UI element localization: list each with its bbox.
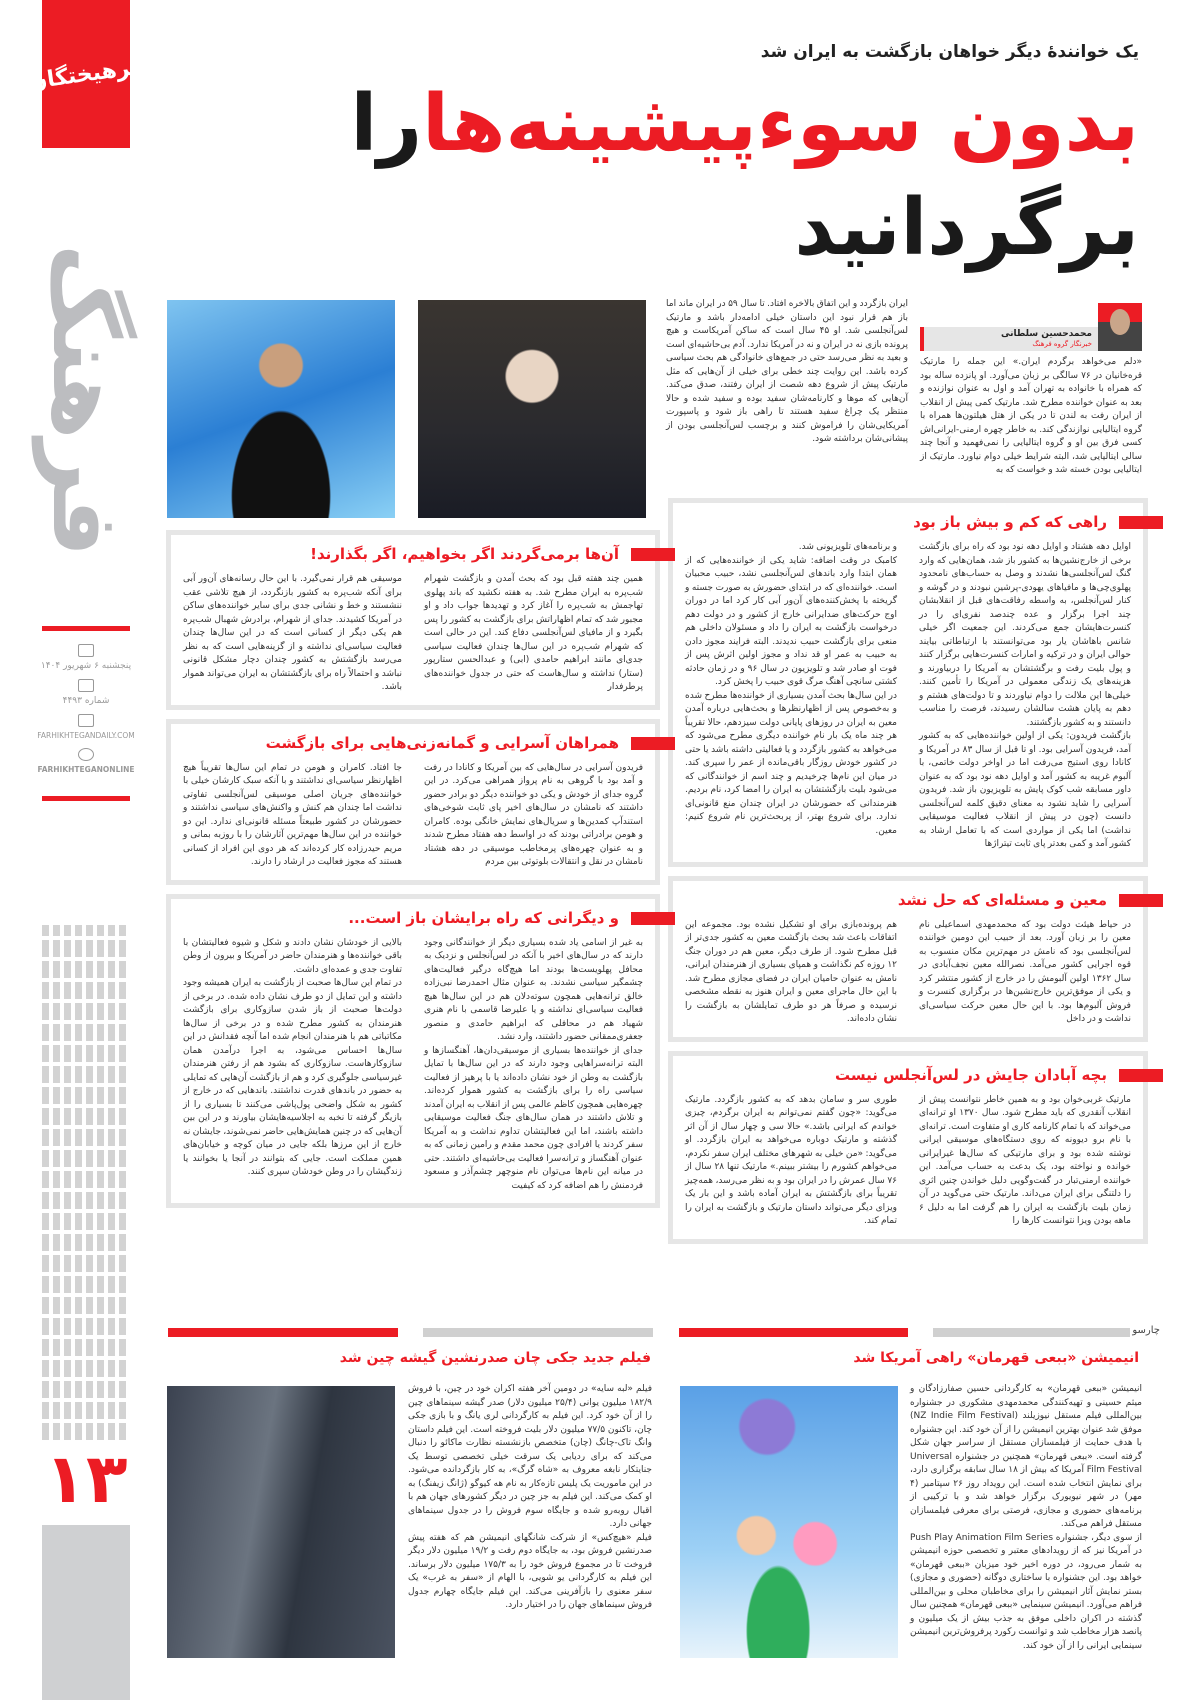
- text-column: بدون سوءپیشینه‌ها: [422, 79, 1139, 169]
- paragraph: در تمام این سال‌ها صحبت از بازگشت به ایران همیشه وجود داشته و این تمایل از دو طرف نشان داده شده. در برخی از دولت‌ها صحبت از باز شدن سازوکاری برای بازگشت هنرمندان به کشور مطرح شده و در برخی از سال‌ها مکاتباتی هم با هنرمندان انجام شده اما آنچه فقدانش در این سال‌ها احساس می‌شود، به اجرا درآمدن همان سازوکارهاست. سازوکاری که بشود هم از رفتن هنرمندان غیرسیاسی جلوگیری کرد و هم از بازگشت آن‌هایی که تمایلی به حضور در باندهای قدرت نداشتند. باندهایی که در خارج از کشور به شکل واضحی پول‌پاشی می‌کنند تا بسیاری را از بازیگر گرفته تا نخبه به اجلاسیه‌هایشان بیاورند و در این بین آن‌هایی که در چنین همایش‌هایی حاضر نمی‌شوند، جایشان نه خارج از این مرزها بلکه جایی در میان کوچه و خیابان‌های همین مملکت است. جایی که بتوانند در آنجا یا بخوانند یا زندگیشان را در وطن خودشان سپری کنند.: [183, 978, 402, 1177]
- section-heading: بچه آبادان جایش در لس‌آنجلس نیست: [835, 1065, 1107, 1084]
- divider: [933, 1328, 1130, 1337]
- paragraph: بالایی از خودشان نشان دادند و شکل و شیوه فعالیتشان با باقی خواننده‌ها و هنرمندان حاضر در آمریکا و بیرون از وطن تفاوت جدی و عمده‌ای داشت.: [183, 937, 402, 975]
- text-column: در حیاط هیئت دولت بود که محمدمهدی اسماعیلی نام معین را بر زبان آورد. بعد از حبیب این دومین خواننده لس‌آنجلسی بود که نامش در مهم‌ترین مکان منسوب به قوه اجرایی کشور می‌آمد. نصرالله معین نجف‌آبادی در سال ۱۳۶۲ اولین آلبومش را در خارج از کشور منتشر کرد و یکی از موفق‌ترین خارج‌نشین‌ها در برگزاری کنسرت و فروش آلبوم‌ها بود. با این حال معین حرکت سیاسی‌ای نداشت و در داخل: [919, 919, 1131, 1024]
- photo-singer: [167, 300, 395, 518]
- section-box: [166, 530, 660, 710]
- paragraph: جدای از خواننده‌ها بسیاری از موسیقی‌دان‌ها، آهنگسازها و البته ترانه‌سراهایی وجود دارند که در این سال‌ها با تمایل بازگشت به وطن از خود نشان داده‌اند یا با پرهیز از فعالیت سیاسی راه را برای بازگشت به کشور هموار کرده‌اند. چهره‌هایی همچون کاظم عالمی پس از انقلاب به ایران آمدند و تلاش داشتند در همان سال‌های جنگ فعالیت موسیقایی داشته باشند، اما این فعالیتشان تداوم نداشت و به آمریکا سفر کردند یا افرادی چون محمد مقدم و رامین زمانی که به عنوان آهنگساز و ترانه‌سرا فعالیت بی‌حاشیه‌ای داشتند. حتی در میانه این نام‌ها می‌توان نام منوچهر چشم‌آذر و مسعود فردمنش را هم اضافه کرد که کیفیت: [424, 1045, 643, 1191]
- kicker: یک خوانندهٔ دیگر خواهان بازگشت به ایران شد: [760, 42, 1139, 62]
- issue-info: [30, 640, 142, 774]
- paragraph: فیلم «هیچ‌کس» از شرکت شانگهای انیمیشن هم که هفته پیش صدرنشین فروش بود، به جایگاه دوم رفت و ۱۹/۲ میلیون دلار دیگر فروخت تا در مجموع فروش خود را به ۱۷۵/۳ میلیون دلار برساند. این فیلم به کارگردانی یو شویی، با الهام از «سفر به غرب» یک سفر معنوی را بازآفرینی می‌کند. این فیلم جایگاه چهارم جدول فروش سینماهای جهان را در اختیار دارد.: [408, 1532, 653, 1610]
- text-column: [673, 503, 1143, 541]
- calendar-icon: [78, 644, 94, 657]
- text-column: [631, 548, 675, 561]
- paragraph: کامبک در وقت اضافه: شاید یکی از خواننده‌هایی که از همان ابتدا وارد باندهای لس‌آنجلسی نشد، حبیب محبیان است. خواننده‌ای که در ابتدای حضورش به صورت جسته و گریخته با پخش‌کننده‌های آن‌ور آبی کار کرد اما در دوران اوج حرکت‌های ضدایرانی خارج از کشور و در دولت دهم درخواست بازگشت به ایران را داد و مسئولان داخلی هم منعی برای بازگشت حبیب ندیدند. البته فرایند مجوز دادن به حبیب به عمر او قد نداد و مجوز اولین اثرش پس از فوت او صادر شد و تلویزیون در سال ۹۶ و در زمان حادثه کشتی سانچی آهنگ مرگ قوی حبیب را پخش کرد.: [685, 555, 897, 687]
- section-box: [166, 719, 660, 885]
- author-avatar: [1098, 303, 1142, 351]
- text-column: [171, 762, 655, 880]
- text-column: [673, 1094, 1143, 1239]
- text-column: [673, 881, 1143, 919]
- section-heading: معین و مسئله‌ای که حل نشد: [897, 890, 1107, 909]
- decorative-stripes: [42, 925, 130, 1440]
- text-column: [183, 937, 402, 1194]
- text-column: طوری سر و سامان بدهد که به کشور بازگردد. مارتیک می‌گوید: «چون گفتم نمی‌توانم به ایران برگردم، چیزی خواندم که ایرانی باشد.» حالا سی و چهار سال از آن اثر گذشته و مارتیک دوباره می‌خواهد به ایران بازگردد. او می‌گوید: «من خیلی به شهرهای مختلف ایران سفر نکردم، می‌خواهم کشورم را بیشتر ببینم.» مارتیک تنها ۲۸ سال از ۷۶ سال عمرش را در ایران بود و به نظر می‌رسد، همه‌چیز تقریباً برای بازگشتش به ایران آماده باشد و این بار یک ویزای دیگر می‌تواند داستان مارتیک و بازگشت به ایران را تمام کند.: [685, 1094, 898, 1226]
- news-headline: انیمیشن «ببعی قهرمان» راهی آمریکا شد: [853, 1350, 1139, 1366]
- author-byline: [920, 303, 1142, 351]
- text-column: [673, 1056, 1143, 1094]
- text-column: فرهنگ: [31, 243, 139, 557]
- network-icon: [78, 748, 94, 761]
- text-column: را: [350, 79, 423, 169]
- divider: [679, 1328, 908, 1337]
- text-column: محمدحسین سلطانی: [1001, 329, 1092, 339]
- text-column: هم پرونده‌بازی برای او تشکیل نشده بود. مجموعه این اتفاقات باعث شد بحث بازگشت معین به کشور جدی‌تر از قبل مطرح شود. از طرف دیگر، معین هم در دوران جنگ ۱۲ روزه کم نگذاشت و همپای بسیاری از هنرمندان ایرانی، نامش به عنوان حامیان ایران در فضای مجازی مطرح شد. با این حال ماجرای معین و ایران هنوز به نقطه مشخصی نرسیده و صرفاً هر دو طرف تمایلشان به بازگشت را نشان داده‌اند.: [685, 919, 897, 1024]
- text-column: فریدون آسرایی در سال‌هایی که بین آمریکا و کانادا در رفت و آمد بود با گروهی به نام پرواز همراهی می‌کرد. در این گروه جدای از خودش و یکی دو خواننده دیگر دو برادر حضور داشتند که نامشان در سال‌های اخیر پای ثابت شوخی‌های استندآپ کمدین‌ها و سریال‌های نمایش خانگی بوده. کامران و هومن برادراتی بودند که در اواسط دهه هفتاد مطرح شدند و به عنوان چهره‌های پرمخاطب موسیقی در دهه هشتاد نامشان در نقل و انتقالات بلوتوثی بین مردم: [424, 762, 643, 867]
- paragraph: از سوی دیگر، جشنواره Push Play Animation Film Series در آمریکا نیز که از رویدادهای معتبر و تخصصی حوزه انیمیشن به شمار می‌رود، در دوره اخیر خود میزبان «ببعی قهرمان» خواهد بود. این جشنواره با ساختاری دوگانه (حضوری و مجازی) بستر نمایش آثار انیمیشن را برای مخاطبان محلی و بین‌المللی فراهم می‌آورد. انیمیشن سینمایی «ببعی قهرمان» همچنین سال گذشته در اکران داخلی موفق به جذب بیش از یک میلیون و پانصد هزار مخاطب شد و توانست رکورد پرفروش‌ترین انیمیشن سینمایی ایرانی را از آن خود کند.: [910, 1532, 1142, 1651]
- text-column: [1119, 1069, 1163, 1082]
- text-column: فرهیختگان: [26, 53, 146, 95]
- text-column: [919, 541, 1131, 852]
- text-column: [631, 737, 675, 750]
- section-box: [668, 498, 1148, 867]
- intro-column-2: ایران بازگردد و این اتفاق بالاخره افتاد. تا سال ۵۹ در ایران ماند اما باز هم قرار نبود این داستان خیلی ادامه‌دار باشد و مارتیک لس‌آنجلسی شد. او ۴۵ سال است که ساکن آمریکاست و هیچ پرونده بازی نه در ایران و نه در آمریکا ندارد. آدم بی‌حاشیه‌ای است و بعید به نظر می‌رسد حتی در جمع‌های خانوادگی هم بحث سیاسی کرده باشد. این روایت چند خطی برای خیلی از آن‌هایی که مثل مارتیک پیش از شروع دهه شصت از ایران رفتند، صدق می‌کند. آن‌هایی که موها و کارنامه‌شان سفید بوده و سفید شده و حالا منتظر یک چراغ سفید هستند تا راهی باز شود و پاسپورت آمریکایی‌شان را فراموش کنند و برچسب لس‌آنجلسی بودن از پیشانی‌شان برداشته شود.: [666, 299, 909, 444]
- text-column: [171, 937, 655, 1204]
- paragraph: به غیر از اسامی یاد شده بسیاری دیگر از خوانندگانی وجود دارند که در سال‌های اخیر با آنکه در لس‌آنجلس و نزدیک به محافل پهلویست‌ها بودند اما هیچ‌گاه درگیر فعالیت‌های چشمگیر سیاسی نشدند. به عنوان مثال احمدرضا نبی‌زاده خالق ترانه‌هایی همچون سوته‌دلان هم در این سال‌ها هیچ فعالیت سیاسی‌ای نداشته و یا علیرضا قاسمی با نام هنری شهیاد هم در محافلی که ابراهیم حامدی و منصور جعفری‌ممقانی حضور داشتند، وارد نشد.: [424, 937, 643, 1042]
- text-column: [631, 912, 675, 925]
- text-column: همین چند هفته قبل بود که بحث آمدن و بازگشت شهرام شب‌پره به ایران مطرح شد. به هفته نکشید که باند پهلوی تهاجمش به شب‌پره را آغاز کرد و تهدیدها جواب داد و او مجبور شد که تمام اظهاراتش برای بازگشت به کشور را پس بگیرد و از مافیای لس‌آنجلسی دفاع کند. این در حالی است که شهرام شب‌پره در این سال‌ها چندان فعالیت سیاسی جدی‌ای مانند ابراهیم حامدی (ابی) و عبدالحسن ستارپور (ستار) نداشته و سال‌هاست که حتی در جدول خواننده‌های پرطرفدار: [424, 574, 643, 692]
- text-column: [171, 724, 655, 762]
- section-box: [166, 894, 660, 1209]
- page-number: ۱۳: [44, 1440, 128, 1519]
- section-label: چارسو: [1132, 1325, 1160, 1336]
- right-sections: [668, 498, 1148, 1310]
- text-column: [1119, 516, 1163, 529]
- divider: [168, 1328, 398, 1337]
- section-heading: همراهان آسرایی و گمانه‌زنی‌هایی برای بازگشت: [265, 733, 619, 752]
- paragraph: و برنامه‌های تلویزیونی شد.: [798, 542, 897, 552]
- paragraph: فیلم «لبه سایه» در دومین آخر هفته اکران خود در چین، با فروش ۱۸۲/۹ میلیون یوانی (۲۵/۴ میلیون دلار) صدر گیشه سینماهای چین را از آن خود کرد. این فیلم به کارگردانی لری یانگ و با بازی جکی چان، تاکنون ۷۷/۵ میلیون دلار بلیت فروخته است. این فیلم داستان وانگ تاک-چانگ (چان) متخصص بازنشسته نظارت ماکائو را دنبال می‌کند که برای ردیابی یک سرقت خیلی تخصصی توسط یک جنایتکار نابغه معروف به «شاه گرگ»، به کار بازگردانده می‌شود. در این ماموریت یک پلیس تازه‌کار به نام هه کیوگو (ژانگ زیفنگ) به او کمک می‌کند. این فیلم به جز چین در دیگر کشورهای جهان هم با اقبال روبه‌رو شده و جایگاه سوم فروش را در جدول سینماهای جهانی دارد.: [408, 1384, 652, 1529]
- intro-column-1: «دلم می‌خواهد برگردم ایران.» این جمله را مارتیک قره‌خانیان در ۷۶ سالگی بر زبان می‌آورد. او پانزده ساله بود که همراه با خانواده به تهران آمد و اول به عنوان نوازنده و بعد به عنوان خواننده مطرح شد. مارتیک کمی پیش از انقلاب از ایران رفت به لندن تا در یکی از هتل هیلتون‌ها همراه با گروه ایتالیایی نوازندگی کند. به خاطر چهره ارمنی-ایرانی‌اش کسی فرق بین او و گروه ایتالیایی را نمی‌فهمید و آنجا چند سالی ایتالیایی شد، البته شرایط خیلی دوام نیاورد. مارتیک از ایتالیایی بودن خسته شد و خواست که به: [920, 357, 1142, 475]
- news-headline: فیلم جدید جکی چان صدرنشین گیشه چین شد: [339, 1350, 651, 1366]
- decorative-block: [42, 1525, 130, 1700]
- website-link[interactable]: FARHIKHTEGANDAILY.COM: [37, 731, 135, 740]
- text-column: [424, 937, 643, 1194]
- section-box: [668, 876, 1148, 1042]
- social-handle[interactable]: FARHIKHTEGANONLINE: [37, 765, 135, 774]
- section-box: [668, 1051, 1148, 1244]
- paragraph: انیمیشن «ببعی قهرمان» به کارگردانی حسین صفارزادگان و میثم حسینی و تهیه‌کنندگی محمدمهدی مشکوری در جشنواره بین‌المللی فیلم مستقل نیوزیلند (NZ Indie Film Festival) موفق شد عنوان بهترین انیمیشن را از آن خود کند. این جشنواره با هدف حمایت از فیلمسازان مستقل از سراسر جهان شکل گرفته است. «ببعی قهرمان» همچنین در جشنواره Universal Film Festival آمریکا که بیش از ۱۸ سال سابقه برگزاری دارد، برای نمایش انتخاب شده است. این رویداد روز ۲۶ سپتامبر (۴ مهر) در شهر نیویورک برگزار خواهد شد و با ترکیبی از برنامه‌های حضوری و مجازی، فرصتی برای معرفی فیلمسازان مستقل فراهم می‌کند.: [910, 1384, 1143, 1529]
- section-heading: راهی که کم و بیش باز بود: [913, 513, 1107, 531]
- text-column: [673, 919, 1143, 1037]
- text-column: [1119, 894, 1163, 907]
- photo-film: [167, 1386, 395, 1658]
- section-heading: آن‌ها برمی‌گردند اگر بخواهیم، اگر بگذارند!: [310, 545, 619, 563]
- text-column: [171, 573, 655, 705]
- paragraph: اوایل دهه هشتاد و اوایل دهه نود بود که راه برای بازگشت برخی از خارج‌نشین‌ها به کشور باز شد، همان‌هایی که وارد گنگ لس‌آنجلسی‌ها نشدند و وصل به حساب‌های نامحدود پهلوی‌چی‌ها و مافیاهای یهودی-پرشین نبودند و در گوشه و کنار لس‌آنجلس، به واسطه رفاقت‌های قبل از انقلابشان چند اجرا برگزار و عده چندصد نفری‌ای را در کنسرت‌هایشان جمع می‌کردند. این جمعیت اگر خیلی شانس باهاشان یار بود می‌توانستند با ارتباطاتی بیایند حوالی ایران و در ترکیه و امارات کنسرت‌هایی برگزار کنند و پول بلیت رفت و برگشتشان به آمریکا را دربیاورند و هزینه‌های یک زندگی معمولی در آمریکا را تأمین کنند. خیلی‌ها این ملالت را دوام نیاوردند و تا دولت‌های هشتم و دهم به پایان هشت سالشان رسیدند، فرصت را مناسب دانستند و به کشور بازگشتند.: [919, 542, 1131, 728]
- issue-number: شماره ۴۴۹۳: [62, 696, 110, 706]
- paragraph: در این سال‌ها بحث آمدن بسیاری از خواننده‌ها مطرح شده و به‌خصوص پس از اظهارنظرها و بحث‌هایی درباره آمدن معین به ایران در روزهای پایانی دولت سیزدهم، حالا تقریباً هر چند ماه یک بار نام خواننده دیگری مطرح می‌شود که می‌خواهد به کشور بازگردد و یا فعالیتی داشته باشد یا حتی در کشور خودش روزگار باقی‌مانده از عمر را سپری کند. در میان این نام‌ها چرخیدیم و چند اسم از خوانندگانی که می‌شود بلیت بازگشتشان به ایران را امضا کرد، نام بردیم. هنرمندانی که حضورشان در ایران چندان منع قانونی‌ای ندارد. برای شروع بهتر، از پربحث‌ترین نام شروع کنیم: معین.: [685, 690, 897, 836]
- text-column: جا افتاد. کامران و هومن در تمام این سال‌ها تقریباً هیچ اظهارنظر سیاسی‌ای نداشتند و با آنکه سبک کارشان خیلی با خواننده‌های جریان اصلی موسیقی لس‌آنجلسی تفاوتی نداشت اما چندان هم کنش و واکنش‌های سیاسی نداشتند و حضورشان در کشور طبیعتاً مسئله قانونی‌ای ندارد. این دو خواننده در این سال‌ها مهم‌ترین آثارشان را با روزبه بمانی و مریم حیدرزاده کار کرده‌اند که هر دوی این افراد از کسانی هستند که مجوز فعالیت در ارشاد را دارند.: [183, 762, 402, 867]
- newspaper-icon: [78, 679, 94, 692]
- text-column: خبرنگار گروه فرهنگ: [1032, 340, 1092, 348]
- issue-date: پنجشنبه ۶ شهریور ۱۴۰۴: [40, 661, 132, 671]
- text-column: مارتیک غربی‌خوان بود و به همین خاطر نتوانست پیش از انقلاب آنقدری که باید مطرح شود. سال ۱۳۷۰ او ترانه‌ای می‌خواند که با تمام کارنامه کاری او متفاوت است. ترانه‌ای با نام برو دیوونه که روی دستگاه‌های موسیقی ایرانی نوشته شده بود و برای مارتیکی که سال‌ها غیرایرانی خوانده و نواخته بود، یک بدعت به حساب می‌آمد. این خواننده ارمنی‌تبار در گفت‌وگویی دلیل خواندن چنین اثری را دلتنگی برای ایران می‌داند. مارتیک حتی می‌گوید در آن زمان بلیت بازگشت به ایران را هم گرفت اما به دلیل ۶ ماهه بودن ویزا نتوانست کارها را: [919, 1094, 1131, 1226]
- divider: [42, 796, 130, 801]
- text-column: [171, 535, 655, 573]
- divider: [423, 1328, 653, 1337]
- text-column: [685, 541, 897, 852]
- text-column: برگردانید: [794, 183, 1139, 273]
- text-column: [350, 72, 1139, 176]
- paragraph: بازگشت فریدون: یکی از اولین خواننده‌هایی که به کشور آمد، فریدون آسرایی بود. او تا قبل از سال ۸۳ در آمریکا و کانادا روی استیج می‌رفت اما در اواخر دولت خاتمی، با آلبوم غریبه به کشور آمد و اوایل دهه نود بود که به عنوان داور مسابقه شب کوک پایش به تلویزیون باز شد. فریدون آسرایی را شاید نشود به معنای دقیق کلمه لس‌آنجلسی دانست (چون در پیش از انقلاب فعالیت موسیقایی نداشت) اما یکی از مواردی است که با تعامل ارشاد به کشور آمد و کمی بعدتر پای ثابت تیتراژها: [919, 731, 1131, 849]
- left-sections: [166, 530, 660, 1312]
- section-heading: و دیگرانی که راه برایشان باز است...: [348, 908, 619, 927]
- text-column: موسیقی هم قرار نمی‌گیرد. با این حال رسانه‌های آن‌ور آبی برای آنکه شب‌پره به کشور بازنگردد، از هیچ تلاشی عقب ننشستند و خط و نشانی جدی برای سایر خواننده‌های ساکن در آمریکا کشیدند. جدای از شهرام، برادرش شهبال شب‌پره هم یکی دیگر از کسانی است که در این سال‌ها چندان فعالیت سیاسی‌ای نداشته و از گزینه‌هایی است که به نظر می‌رسد بازگشتش به کشور چندان دچار مشکل قانونی نباشد و احتمالاً راه برای بازگشتشان به ایران می‌تواند هموار باشد.: [183, 574, 402, 692]
- text-column: [673, 541, 1143, 862]
- text-column: [171, 899, 655, 937]
- photo-martik: [418, 300, 646, 518]
- photo-animation: [680, 1386, 898, 1658]
- divider: [42, 626, 130, 631]
- newspaper-logo: [26, 0, 146, 148]
- web-icon: [78, 714, 94, 727]
- section-name-vertical: [30, 243, 140, 557]
- news-body: [408, 1383, 652, 1691]
- page-title: [350, 72, 1139, 280]
- news-body: [910, 1383, 1142, 1691]
